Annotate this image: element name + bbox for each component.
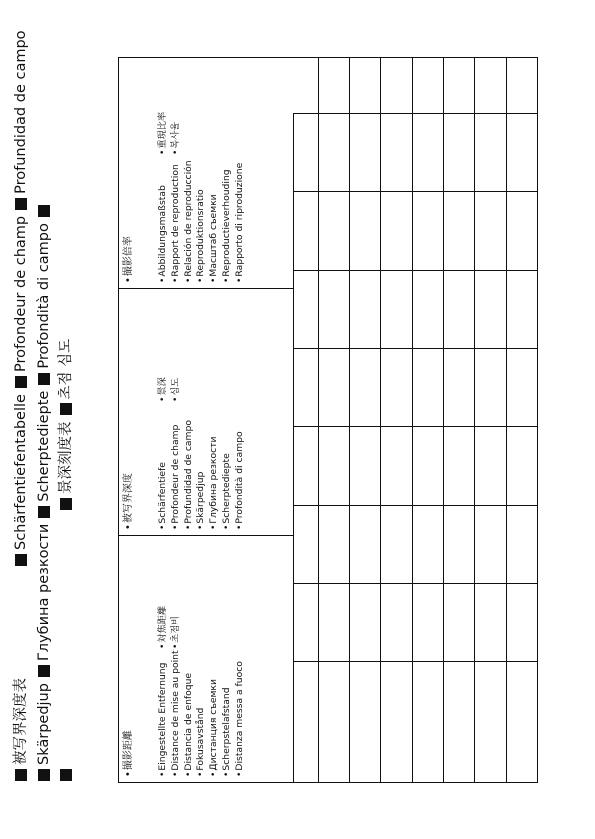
list-item: • Abbildungsmaßstab bbox=[157, 160, 170, 283]
column-divider bbox=[318, 57, 319, 783]
title-text: Profondeur de champ bbox=[13, 215, 29, 373]
column-divider bbox=[474, 57, 475, 783]
square-bullet-icon bbox=[15, 554, 27, 566]
list-item: • 景深 bbox=[157, 377, 170, 402]
list-item: • Profondità di campo bbox=[234, 420, 247, 530]
square-bullet-icon bbox=[15, 769, 27, 781]
ratio-header bbox=[122, 61, 290, 283]
list-item: • Schärfentiefe bbox=[157, 420, 170, 530]
page-title bbox=[0, 0, 118, 839]
square-bullet-icon bbox=[15, 376, 27, 388]
list-item: • Distancia de enfoque bbox=[183, 650, 196, 777]
list-item: • Relación de reproducción bbox=[183, 160, 196, 283]
header-section-divider bbox=[118, 288, 294, 289]
list-item: • Reproductieverhouding bbox=[221, 160, 234, 283]
title-line-1 bbox=[14, 30, 29, 781]
list-item: • Scherpstelafstand bbox=[221, 650, 234, 777]
title-text: Schärfentiefentabelle bbox=[13, 394, 29, 550]
list-item: • Skärpedjup bbox=[195, 420, 208, 530]
distance-asian-languages bbox=[157, 606, 183, 649]
list-item: • 초점비 bbox=[170, 606, 183, 649]
column-divider bbox=[443, 57, 444, 783]
list-item: • Eingestellte Entfernung bbox=[157, 650, 170, 777]
list-item: • Scherptediepte bbox=[221, 420, 234, 530]
list-item: • Reproduktionsratio bbox=[195, 160, 208, 283]
title-text: Глубина резкости bbox=[36, 523, 52, 662]
row-divider bbox=[293, 426, 538, 427]
square-bullet-icon bbox=[38, 506, 50, 518]
table-border-bottom bbox=[118, 782, 538, 783]
depth-label: • 被写界深度 bbox=[124, 473, 134, 530]
row-divider bbox=[293, 113, 538, 114]
title-text: Profundidad de campo bbox=[13, 30, 29, 194]
distance-languages bbox=[157, 650, 247, 777]
depth-languages bbox=[157, 420, 247, 530]
list-item: • 重現比率 bbox=[157, 112, 170, 155]
square-bullet-icon bbox=[38, 665, 50, 677]
row-divider bbox=[293, 583, 538, 584]
distance-header bbox=[122, 539, 290, 777]
square-bullet-icon bbox=[60, 769, 72, 781]
table-border-left bbox=[118, 57, 119, 783]
square-bullet-icon bbox=[38, 373, 50, 385]
column-divider bbox=[349, 57, 350, 783]
square-bullet-icon bbox=[38, 205, 50, 217]
title-text: 景深刻度表 bbox=[58, 421, 74, 494]
ratio-label: • 撮影倍率 bbox=[124, 236, 134, 283]
list-item: • Profondeur de champ bbox=[170, 420, 183, 530]
list-item: • Rapporto di riproduzione bbox=[234, 160, 247, 283]
column-divider bbox=[506, 57, 507, 783]
header-section-divider bbox=[118, 535, 294, 536]
column-divider bbox=[380, 57, 381, 783]
row-divider bbox=[293, 505, 538, 506]
row-divider bbox=[293, 270, 538, 271]
square-bullet-icon bbox=[60, 404, 72, 416]
title-text: Skärpedjup bbox=[36, 683, 52, 765]
column-divider bbox=[412, 57, 413, 783]
table-border-top bbox=[118, 57, 538, 58]
list-item: • 対焦距離 bbox=[157, 606, 170, 649]
depth-header bbox=[122, 292, 290, 530]
list-item: • Дистанция съемки bbox=[208, 650, 221, 777]
square-bullet-icon bbox=[15, 198, 27, 210]
row-divider bbox=[293, 191, 538, 192]
list-item: • Fokusavstånd bbox=[195, 650, 208, 777]
row-divider bbox=[293, 348, 538, 349]
row-divider bbox=[293, 661, 538, 662]
square-bullet-icon bbox=[38, 769, 50, 781]
title-text: Profondità di campo bbox=[36, 223, 52, 369]
title-text: 被写界深度表 bbox=[13, 678, 29, 765]
distance-label: • 撮影距離 bbox=[124, 730, 134, 777]
depth-asian-languages bbox=[157, 377, 183, 402]
ratio-languages bbox=[157, 160, 247, 283]
list-item: • Distanza messa a fuoco bbox=[234, 650, 247, 777]
list-item: • 심도 bbox=[170, 377, 183, 402]
list-item: • Масштаб съемки bbox=[208, 160, 221, 283]
list-item: • Profundidad de campo bbox=[183, 420, 196, 530]
list-item: • Rapport de reproduction bbox=[170, 160, 183, 283]
list-item: • Глубина резкости bbox=[208, 420, 221, 530]
ratio-asian-languages bbox=[157, 112, 183, 155]
title-line-2 bbox=[37, 201, 52, 781]
title-text: 초점 심도 bbox=[58, 338, 74, 400]
header-divider bbox=[293, 113, 294, 783]
square-bullet-icon bbox=[60, 498, 72, 510]
title-text: Scherptediepte bbox=[36, 390, 52, 502]
title-line-3 bbox=[59, 339, 74, 781]
list-item: • Distance de mise au point bbox=[170, 650, 183, 777]
list-item: • 복사율 bbox=[170, 112, 183, 155]
table-border-right bbox=[537, 57, 538, 783]
